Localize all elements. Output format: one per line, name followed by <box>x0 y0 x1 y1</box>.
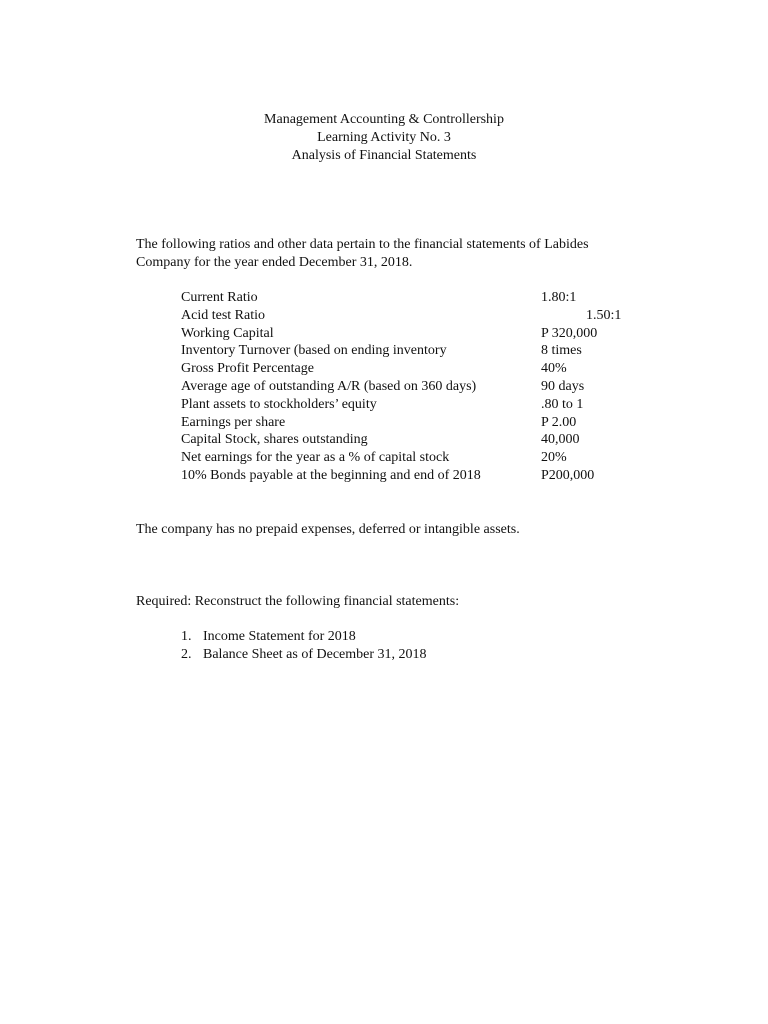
list-item-number: 1. <box>181 629 192 644</box>
ratio-label: Working Capital <box>181 325 274 341</box>
ratio-row <box>181 467 641 485</box>
intro-line-1: The following ratios and other data pertain to the financial statements of Labides <box>136 237 589 252</box>
ratio-row <box>181 342 641 360</box>
ratio-value: 90 days <box>541 378 585 394</box>
ratio-label: Capital Stock, shares outstanding <box>181 432 368 448</box>
ratio-value: 20% <box>541 450 567 466</box>
required-heading: Required: Reconstruct the following financial statements: <box>136 594 460 609</box>
ratio-value: P 2.00 <box>541 414 577 430</box>
ratio-row <box>181 378 641 396</box>
ratio-row <box>181 414 641 432</box>
ratio-row <box>181 396 641 414</box>
ratio-value: 8 times <box>541 343 582 359</box>
list-item-text: Income Statement for 2018 <box>203 629 356 644</box>
document-header <box>0 111 768 165</box>
ratio-value: 40,000 <box>541 432 580 448</box>
ratio-label: Average age of outstanding A/R (based on 360 days) <box>181 378 477 394</box>
ratio-label: Plant assets to stockholders’ equity <box>181 396 377 412</box>
ratio-label: Current Ratio <box>181 290 258 305</box>
ratio-label: Gross Profit Percentage <box>181 361 314 377</box>
ratio-label: 10% Bonds payable at the beginning and end of 2018 <box>181 467 481 483</box>
intro-line-2: Company for the year ended December 31, 2018. <box>136 255 413 270</box>
activity-topic: Analysis of Financial Statements <box>291 148 477 163</box>
ratio-value: P200,000 <box>541 467 595 483</box>
ratio-value: 1.80:1 <box>541 290 577 305</box>
ratios-list <box>181 289 641 485</box>
ratio-row <box>181 307 641 325</box>
ratio-label: Net earnings for the year as a % of capital stock <box>181 450 450 466</box>
ratio-label: Earnings per share <box>181 414 286 430</box>
ratio-value: P 320,000 <box>541 325 598 341</box>
intro-paragraph <box>136 236 636 272</box>
ratio-value: 1.50:1 <box>586 307 622 323</box>
activity-number: Learning Activity No. 3 <box>317 130 451 145</box>
ratio-value: .80 to 1 <box>541 396 584 412</box>
ratio-row <box>181 289 641 307</box>
ratio-row <box>181 449 641 467</box>
list-item-text: Balance Sheet as of December 31, 2018 <box>203 647 427 662</box>
list-item-number: 2. <box>181 647 192 662</box>
course-title: Management Accounting & Controllership <box>264 112 504 127</box>
ratio-value: 40% <box>541 361 567 377</box>
ratio-label: Inventory Turnover (based on ending inventory <box>181 343 447 359</box>
ratio-label: Acid test Ratio <box>181 307 265 323</box>
ratio-row <box>181 360 641 378</box>
ratio-row <box>181 325 641 343</box>
assets-note: The company has no prepaid expenses, deferred or intangible assets. <box>136 522 520 537</box>
ratio-row <box>181 431 641 449</box>
